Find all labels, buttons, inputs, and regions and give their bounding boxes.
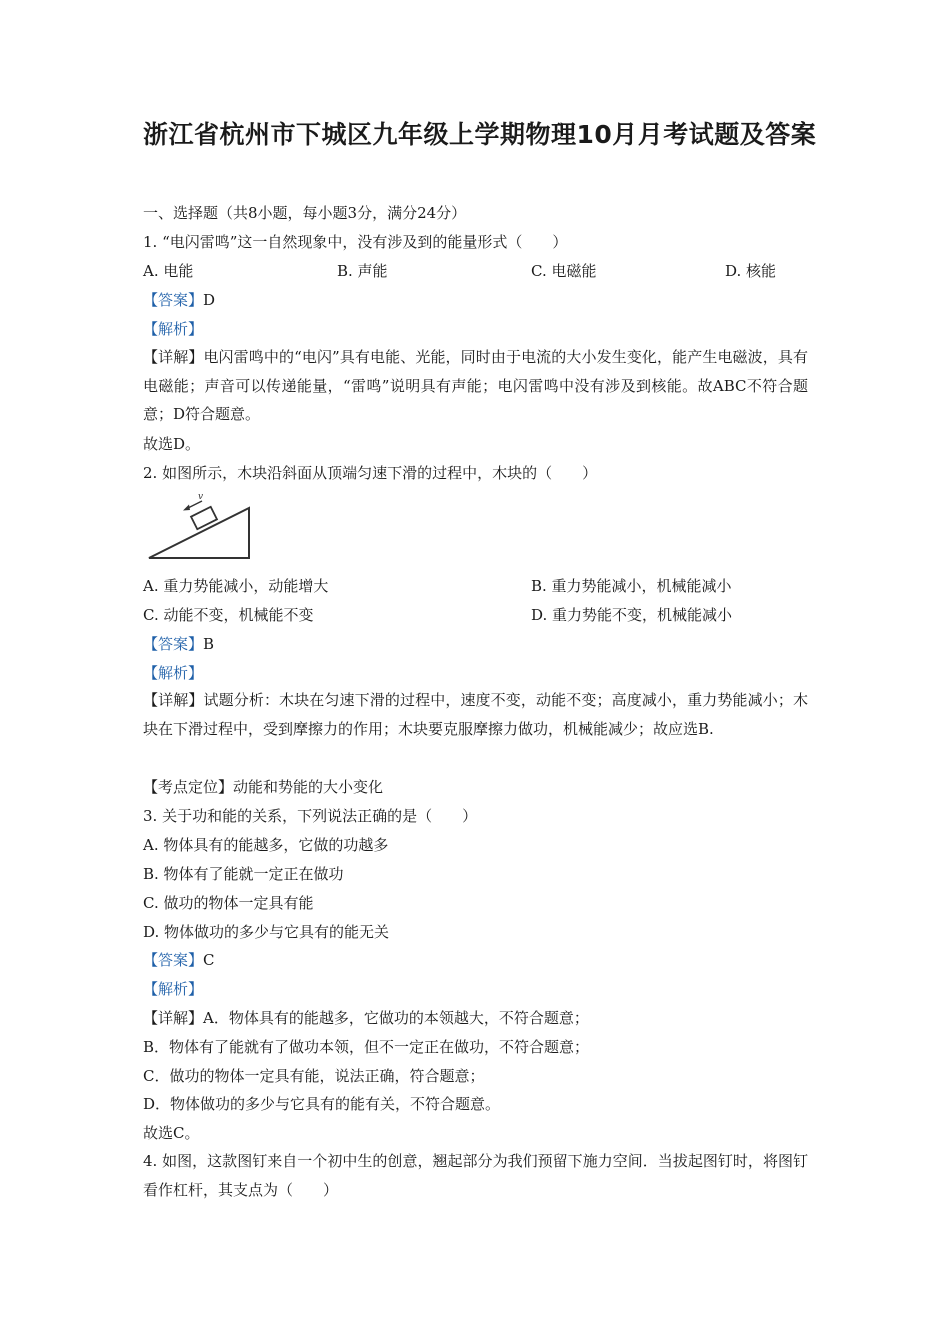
q3-detail-line-1: 【详解】A．物体具有的能越多，它做功的本领越大，不符合题意； <box>143 1009 589 1027</box>
q2-answer: 【答案】B <box>143 635 215 653</box>
incline-figure <box>145 492 253 562</box>
q2-option-c: C. 动能不变，机械能不变 <box>143 606 314 624</box>
q2-option-d: D. 重力势能不变，机械能减小 <box>531 606 733 624</box>
q3-detail-line-4: D．物体做功的多少与它具有的能有关，不符合题意。 <box>143 1095 501 1113</box>
q1-option-d: D. 核能 <box>725 262 777 280</box>
q1-stem: 1. “电闪雷鸣”这一自然现象中，没有涉及到的能量形式（ ） <box>143 233 568 251</box>
q3-option-a: A. 物体具有的能越多，它做的功越多 <box>143 836 389 854</box>
q3-option-b: B. 物体有了能就一定正在做功 <box>143 865 344 883</box>
q3-option-c: C. 做功的物体一定具有能 <box>143 894 314 912</box>
q1-option-c: C. 电磁能 <box>531 262 597 280</box>
q2-stem: 2. 如图所示，木块沿斜面从顶端匀速下滑的过程中，木块的（ ） <box>143 464 598 482</box>
q2-analysis-label: 【解析】 <box>143 664 204 682</box>
q3-option-d: D. 物体做功的多少与它具有的能无关 <box>143 923 390 941</box>
q3-conclusion: 故选C。 <box>143 1124 200 1142</box>
q3-detail-line-3: C．做功的物体一定具有能，说法正确，符合题意； <box>143 1067 485 1085</box>
document-title: 浙江省杭州市下城区九年级上学期物理10月月考试题及答案 <box>143 120 817 149</box>
q1-option-b: B. 声能 <box>337 262 388 280</box>
q1-analysis-label: 【解析】 <box>143 320 204 338</box>
q3-detail-line-2: B．物体有了能就有了做功本领，但不一定正在做功，不符合题意； <box>143 1038 590 1056</box>
velocity-arrowhead <box>183 505 190 511</box>
section-header: 一、选择题（共8小题，每小题3分，满分24分） <box>143 204 467 222</box>
velocity-label: v <box>198 492 204 502</box>
q3-analysis-label: 【解析】 <box>143 980 204 998</box>
q2-option-a: A. 重力势能减小，动能增大 <box>143 577 329 595</box>
q4-stem: 4. 如图，这款图钉来自一个初中生的创意，翘起部分为我们预留下施力空间．当拔起图钉时，将图钉看作杠杆，其支点为（ ） <box>143 1152 808 1199</box>
q1-detail: 【详解】电闪雷鸣中的“电闪”具有电能、光能，同时由于电流的大小发生变化，能产生电磁波，具有电磁能；声音可以传递能量，“雷鸣”说明具有声能；电闪雷鸣中没有涉及到核能。故ABC不符合题意；D符合题意。 <box>143 348 808 423</box>
q2-keypoint: 【考点定位】动能和势能的大小变化 <box>143 778 384 796</box>
q2-detail: 【详解】试题分析：木块在匀速下滑的过程中，速度不变，动能不变；高度减小，重力势能减小；木块在下滑过程中，受到摩擦力的作用；木块要克服摩擦力做功，机械能减少；故应选B. <box>143 691 808 738</box>
q1-conclusion: 故选D。 <box>143 435 201 453</box>
q3-stem: 3. 关于功和能的关系，下列说法正确的是（ ） <box>143 807 478 825</box>
q3-answer: 【答案】C <box>143 951 215 969</box>
q1-option-a: A. 电能 <box>143 262 194 280</box>
q2-option-b: B. 重力势能减小，机械能减小 <box>531 577 732 595</box>
q1-answer: 【答案】D <box>143 291 216 309</box>
